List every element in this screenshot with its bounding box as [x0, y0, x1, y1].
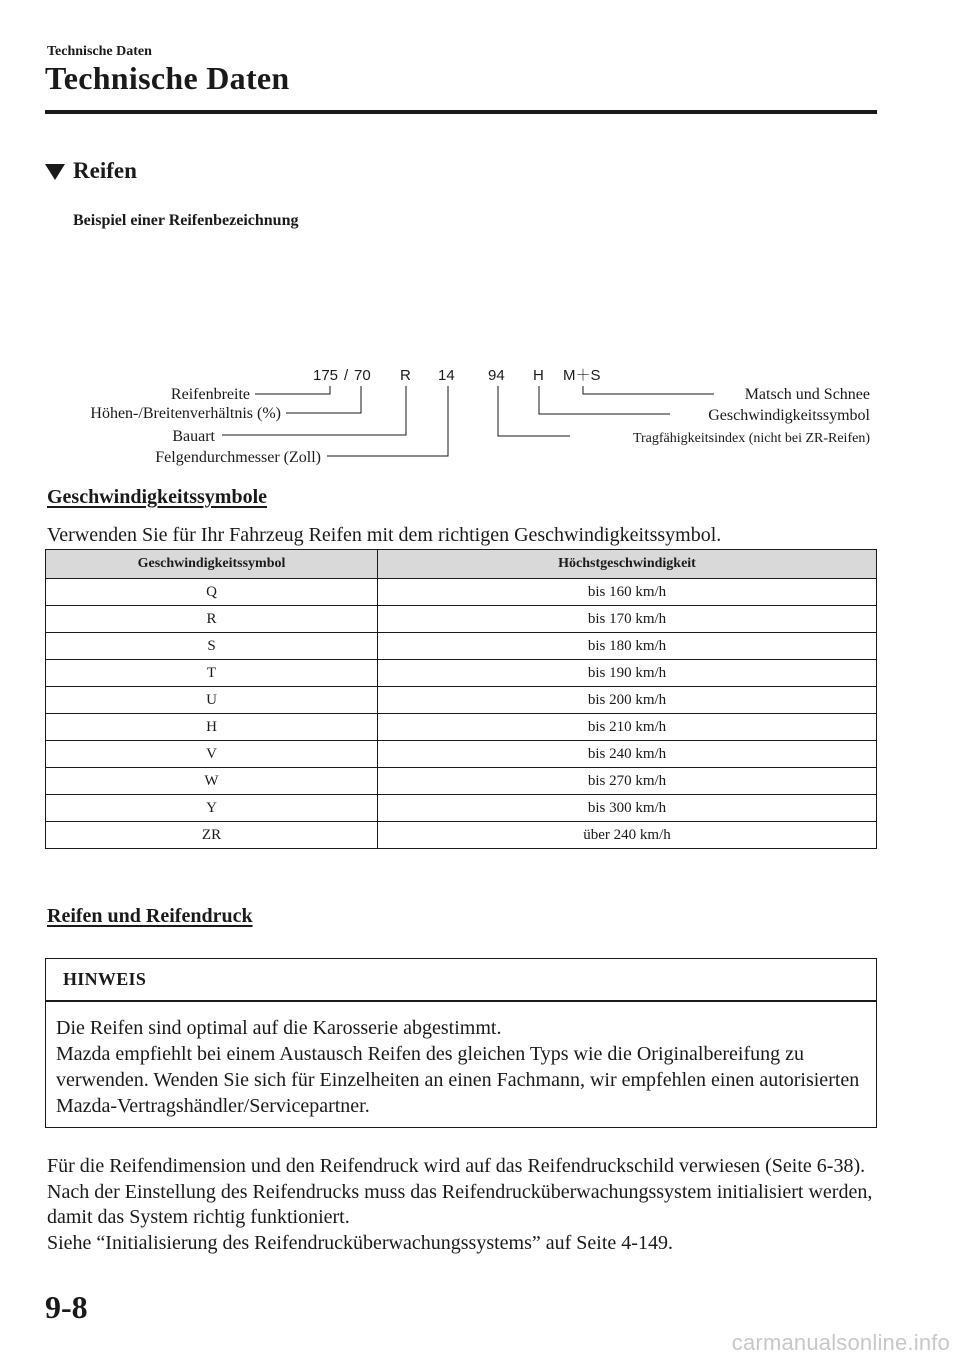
cell-symbol: H	[46, 714, 378, 741]
table-header-row	[46, 550, 877, 579]
leader-speed-symbol	[539, 386, 670, 414]
triangle-down-icon	[45, 164, 65, 180]
label-speed-symbol: Geschwindigkeitssymbol	[708, 407, 870, 424]
cell-symbol: Q	[46, 579, 378, 606]
leader-width	[255, 386, 330, 394]
table-row	[46, 687, 877, 714]
body-paragraph: Für die Reifendimension und den Reifendruck wird auf das Reifendruckschild verwiesen (Seite 6-38).	[47, 1155, 866, 1177]
label-load-index: Tragfähigkeitsindex (nicht bei ZR-Reifen)	[632, 431, 870, 446]
cell-symbol: U	[46, 687, 378, 714]
label-rim-diameter: Felgendurchmesser (Zoll)	[155, 449, 321, 466]
cell-symbol: T	[46, 660, 378, 687]
table-row	[46, 795, 877, 822]
body-paragraph: Siehe “Initialisierung des Reifendrucküberwachungssystems” auf Seite 4-149.	[47, 1231, 673, 1254]
speed-symbol-table	[45, 549, 877, 849]
cell-symbol: ZR	[46, 822, 378, 849]
running-head: Technische Daten	[47, 44, 152, 59]
watermark: carmanualsonline.info	[731, 1330, 950, 1355]
table-row	[46, 714, 877, 741]
code-width: 175	[313, 367, 339, 384]
chapter-title: Technische Daten	[45, 60, 290, 96]
cell-max-speed: bis 300 km/h	[378, 795, 877, 822]
note-line: Mazda empfiehlt bei einem Austausch Reifen des gleichen Typs wie die Originalbereifung zu verwenden. Wenden Sie sich für Einzelheiten an einen Fachmann, wir empfehlen einen autorisierten Mazda-Vertragshändler/Servicepartner.	[56, 1043, 860, 1117]
cell-max-speed: bis 180 km/h	[378, 633, 877, 660]
note-divider	[46, 1000, 876, 1002]
cell-symbol: Y	[46, 795, 378, 822]
table-row	[46, 768, 877, 795]
code-mud-snow: M＋S	[563, 367, 601, 384]
cell-max-speed: bis 270 km/h	[378, 768, 877, 795]
cell-max-speed: bis 240 km/h	[378, 741, 877, 768]
note-text	[56, 1015, 866, 1119]
leader-ratio	[286, 386, 361, 413]
section-title: Reifen	[73, 158, 137, 183]
code-ratio: 70	[354, 367, 371, 384]
label-mud-snow: Matsch und Schnee	[744, 386, 870, 403]
cell-max-speed: bis 170 km/h	[378, 606, 877, 633]
page-number: 9-8	[45, 1289, 88, 1325]
code-construction: R	[400, 367, 411, 384]
cell-max-speed: bis 210 km/h	[378, 714, 877, 741]
label-construction: Bauart	[172, 428, 215, 445]
body-paragraph: Nach der Einstellung des Reifendrucks muss das Reifendrucküberwachungssystem initialisiert werden, damit das System richtig funktioniert.	[47, 1180, 873, 1228]
section-heading	[45, 158, 137, 184]
speed-symbols-intro: Verwenden Sie für Ihr Fahrzeug Reifen mit dem richtigen Geschwindigkeitssymbol.	[47, 524, 722, 546]
cell-symbol: S	[46, 633, 378, 660]
cell-max-speed: über 240 km/h	[378, 822, 877, 849]
column-header-speed-symbol: Geschwindigkeitssymbol	[46, 550, 378, 579]
leader-load-index	[498, 386, 570, 436]
table-row	[46, 660, 877, 687]
table-row	[46, 606, 877, 633]
label-ratio: Höhen-/Breitenverhältnis (%)	[90, 405, 281, 422]
cell-max-speed: bis 160 km/h	[378, 579, 877, 606]
cell-symbol: W	[46, 768, 378, 795]
tire-code-diagram	[0, 355, 900, 470]
cell-symbol: R	[46, 606, 378, 633]
code-speed-symbol: H	[533, 367, 544, 384]
table-row	[46, 741, 877, 768]
cell-max-speed: bis 190 km/h	[378, 660, 877, 687]
leader-mud-snow	[583, 386, 714, 394]
leader-rim-diameter	[327, 386, 448, 456]
note-line: Die Reifen sind optimal auf die Karosserie abgestimmt.	[56, 1017, 502, 1039]
title-rule	[45, 110, 877, 114]
label-width: Reifenbreite	[170, 386, 250, 403]
cell-max-speed: bis 200 km/h	[378, 687, 877, 714]
table-row	[46, 633, 877, 660]
column-header-max-speed: Höchstgeschwindigkeit	[378, 550, 877, 579]
table-row	[46, 579, 877, 606]
code-load-index: 94	[488, 367, 505, 384]
note-title: HINWEIS	[63, 969, 147, 989]
table-row	[46, 822, 877, 849]
tire-pressure-heading: Reifen und Reifendruck	[47, 905, 253, 927]
speed-symbols-heading: Geschwindigkeitssymbole	[47, 486, 268, 508]
example-caption: Beispiel einer Reifenbezeichnung	[73, 212, 299, 229]
code-rim-diameter: 14	[438, 367, 455, 384]
code-separator: /	[344, 367, 349, 384]
body-text	[47, 1154, 877, 1256]
note-box	[45, 958, 877, 1128]
cell-symbol: V	[46, 741, 378, 768]
